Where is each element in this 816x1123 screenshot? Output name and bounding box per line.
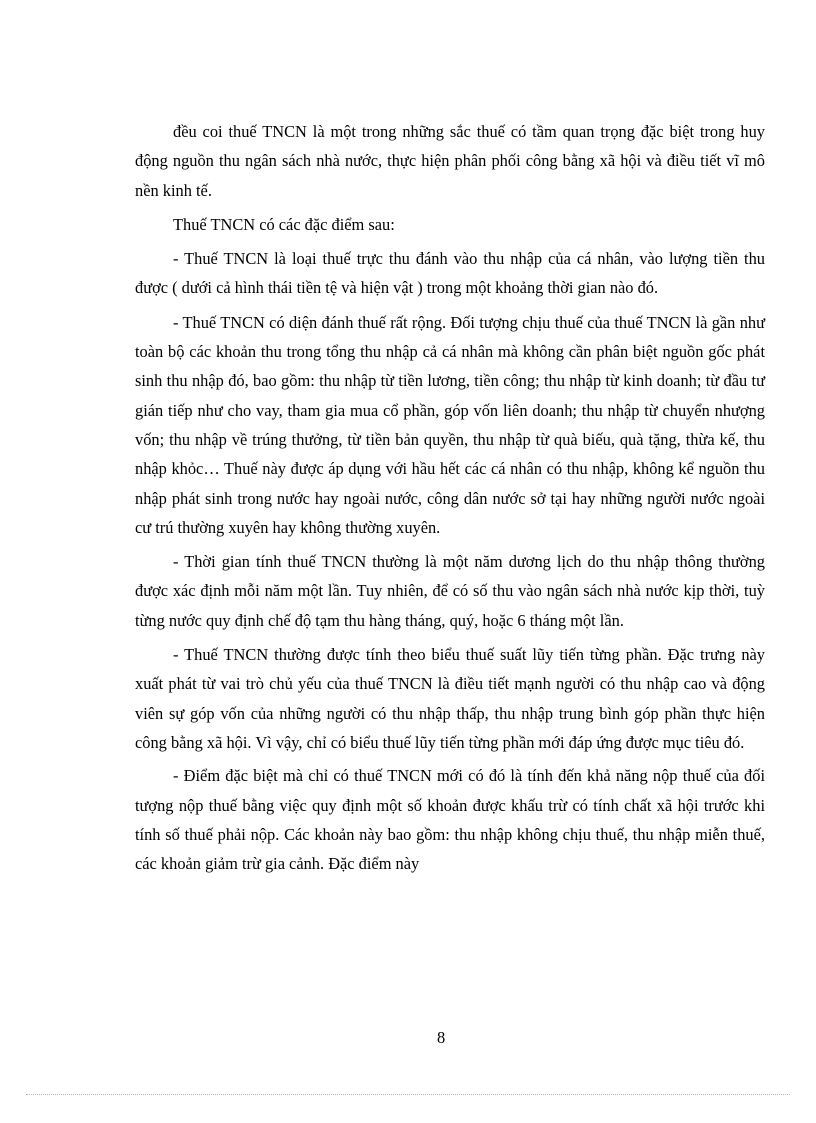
paragraph-7: - Điểm đặc biệt mà chỉ có thuế TNCN mới có đó là tính đến khả năng nộp thuế của đối tượng nộp thuế bằng việc quy định một số khoản được khấu trừ có tính chất xã hội trước khi tính số thuế phải nộp. Các khoản này bao gồm: thu nhập không chịu thuế, thu nhập miễn thuế, các khoản giảm trừ gia cảnh. Đặc điểm này <box>135 766 765 874</box>
paragraph-2: Thuế TNCN có các đặc điểm sau: <box>173 214 395 234</box>
page-number: 8 <box>437 1028 446 1047</box>
page-bottom-border <box>26 1094 790 1095</box>
paragraph-1: đều coi thuế TNCN là một trong những sắc thuế có tầm quan trọng đặc biệt trong huy động nguồn thu ngân sách nhà nước, thực hiện phân phối công bằng xã hội và điều tiết vĩ mô nền kinh tế. <box>135 122 765 200</box>
paragraph-4: - Thuế TNCN có diện đánh thuế rất rộng. Đối tượng chịu thuế của thuế TNCN là gần như toàn bộ các khoản thu trong tổng thu nhập cả cá nhân mà không cần phân biệt nguồn gốc phát sinh thu nhập đó, bao gồm: thu nhập từ tiền lương, tiền công; thu nhập từ kinh doanh; từ đầu tư gián tiếp như cho vay, tham gia mua cổ phần, góp vốn liên doanh; thu nhập từ chuyển nhượng vốn; thu nhập về trúng thưởng, từ tiền bản quyền, thu nhập từ quà biếu, quà tặng, thừa kế, thu nhập khỏc… Thuế này được áp dụng với hầu hết các cá nhân có thu nhập, không kể nguồn thu nhập phát sinh trong nước hay ngoài nước, công dân nước sở tại hay những người nước ngoài cư trú thường xuyên hay không thường xuyên. <box>135 312 765 537</box>
paragraph-6: - Thuế TNCN thường được tính theo biểu thuế suất lũy tiến từng phần. Đặc trưng này xuất phát từ vai trò chủ yếu của thuế TNCN là điều tiết mạnh người có thu nhập cao và động viên sự góp vốn của những người có thu nhập thấp, thu nhập trung bình góp phần thực hiện công bằng xã hội. Vì vậy, chỉ có biểu thuế lũy tiến từng phần mới đáp ứng được mục tiêu đó. <box>135 645 765 752</box>
paragraph-5: - Thời gian tính thuế TNCN thường là một năm dương lịch do thu nhập thông thường được xác định mỗi năm một lần. Tuy nhiên, để có số thu vào ngân sách nhà nước kịp thời, tuỳ từng nước quy định chế độ tạm thu hàng tháng, quý, hoặc 6 tháng một lần. <box>135 552 765 630</box>
paragraph-3: - Thuế TNCN là loại thuế trực thu đánh vào thu nhập của cá nhân, vào lượng tiền thu được ( dưới cả hình thái tiền tệ và hiện vật ) trong một khoảng thời gian nào đó. <box>135 249 765 298</box>
document-body <box>135 117 765 882</box>
